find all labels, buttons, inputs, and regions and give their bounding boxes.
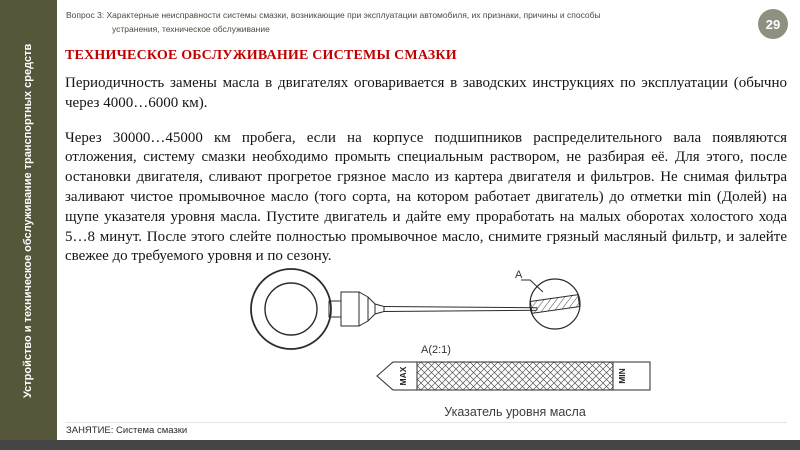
page-number: 29 <box>765 16 781 32</box>
dipstick-detail-view <box>377 362 650 390</box>
question-text: Вопрос 3: Характерные неисправности системы смазки, возникающие при эксплуатации автомобиля, их признаки, причины и способы устранения, техническое обслуживание <box>66 10 601 34</box>
detail-leader-line <box>521 280 543 292</box>
section-title: ТЕХНИЧЕСКОЕ ОБСЛУЖИВАНИЕ СИСТЕМЫ СМАЗКИ <box>65 48 457 63</box>
sidebar-title: Устройство и техническое обслуживание транспортных средств <box>22 42 35 398</box>
dipstick-ring-outer <box>251 269 331 349</box>
dipstick-ring-inner <box>265 283 317 335</box>
paragraph-2: Через 30000…45000 км пробега, если на корпусе подшипников распределительного вала появляются отложения, систему смазки необходимо промыть специальным раствором, не разбирая её. Для этого, после остановки двигателя, сливают прогретое грязное масло из картера двигателя и фильтров. Не снимая фильтра заливают чистое промывочное масло (того сорта, на котором работает двигатель) до отметки min (Долей) на щупе указателя уровня масла. Пустите двигатель и дайте ему проработать на малых оборотах холостого хода 5…8 минут. После этого слейте полностью промывочное масло, снимите грязный масляный фильтр, и залейте свежее до требуемого уровня и по сезону. <box>65 129 787 265</box>
paragraph-1: Периодичность замены масла в двигателях оговаривается в заводских инструкциях по эксплуатации (обычно через 4000…6000 км). <box>65 75 787 111</box>
footer-divider <box>65 422 787 423</box>
dipstick-figure <box>225 264 685 424</box>
page-number-badge <box>758 9 788 39</box>
footer <box>66 425 187 436</box>
detail-crosshatch-area <box>417 362 613 390</box>
detail-label: A <box>515 269 523 281</box>
dipstick-shaft <box>384 307 537 312</box>
main-content <box>65 48 787 282</box>
figure-caption: Указатель уровня масла <box>444 405 586 419</box>
dipstick-drawing <box>225 264 685 424</box>
sidebar <box>0 0 57 440</box>
detail-scale-label: A(2:1) <box>421 344 451 356</box>
dipstick-main-view <box>251 269 580 349</box>
dipstick-tip-hatched <box>530 295 579 314</box>
max-mark-label: MAX <box>398 366 408 386</box>
lesson-label: ЗАНЯТИЕ: Система смазки <box>66 425 188 436</box>
header <box>66 9 641 36</box>
bottom-bar <box>0 440 800 450</box>
min-mark-label: MIN <box>617 368 627 384</box>
dipstick-handle <box>341 292 384 326</box>
